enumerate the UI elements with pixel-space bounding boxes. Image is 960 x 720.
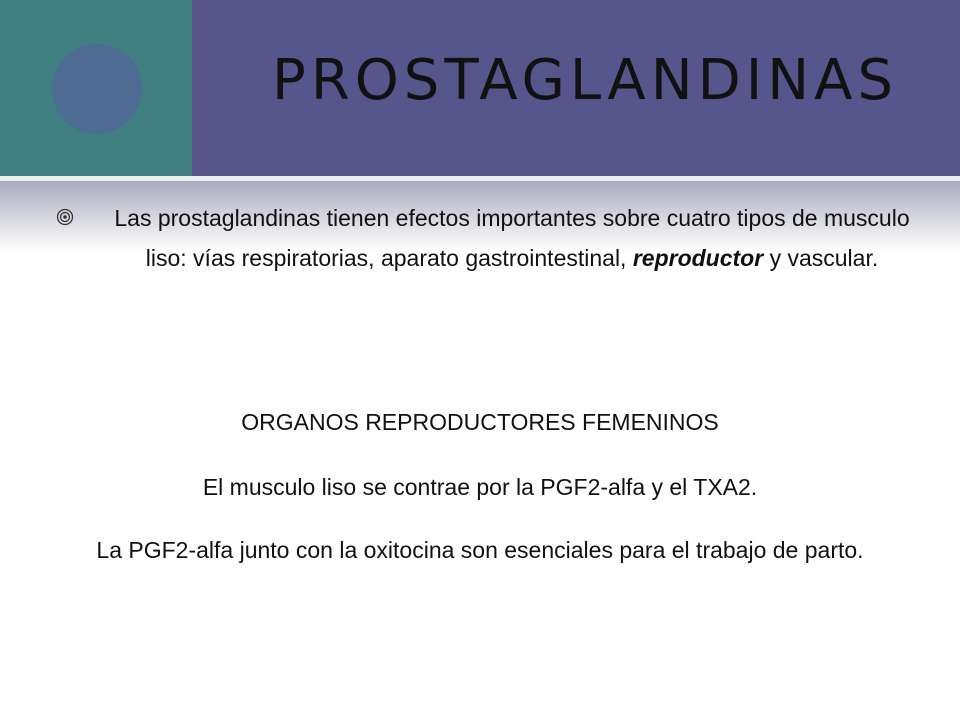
bullet-text	[56, 198, 916, 278]
bullet-point	[56, 198, 916, 278]
bullet-text-emphasis: reproductor	[632, 245, 764, 271]
section-heading: ORGANOS REPRODUCTORES FEMENINOS	[241, 409, 719, 435]
bullet-text-start: Las prostaglandinas tienen efectos importantes sobre cuatro tipos de musculo liso: vías respiratorias, aparato gastrointestinal,	[114, 205, 910, 271]
slide-title: PROSTAGLANDINAS	[272, 48, 898, 113]
target-circle-icon	[56, 208, 74, 226]
bullet-text-end: y vascular.	[763, 245, 879, 271]
decorative-circle	[52, 44, 142, 134]
paragraph-contraction: El musculo liso se contrae por la PGF2-alfa y el TXA2.	[202, 474, 758, 500]
paragraph-oxytocin: La PGF2-alfa junto con la oxitocina son esenciales para el trabajo de parto.	[96, 537, 864, 563]
